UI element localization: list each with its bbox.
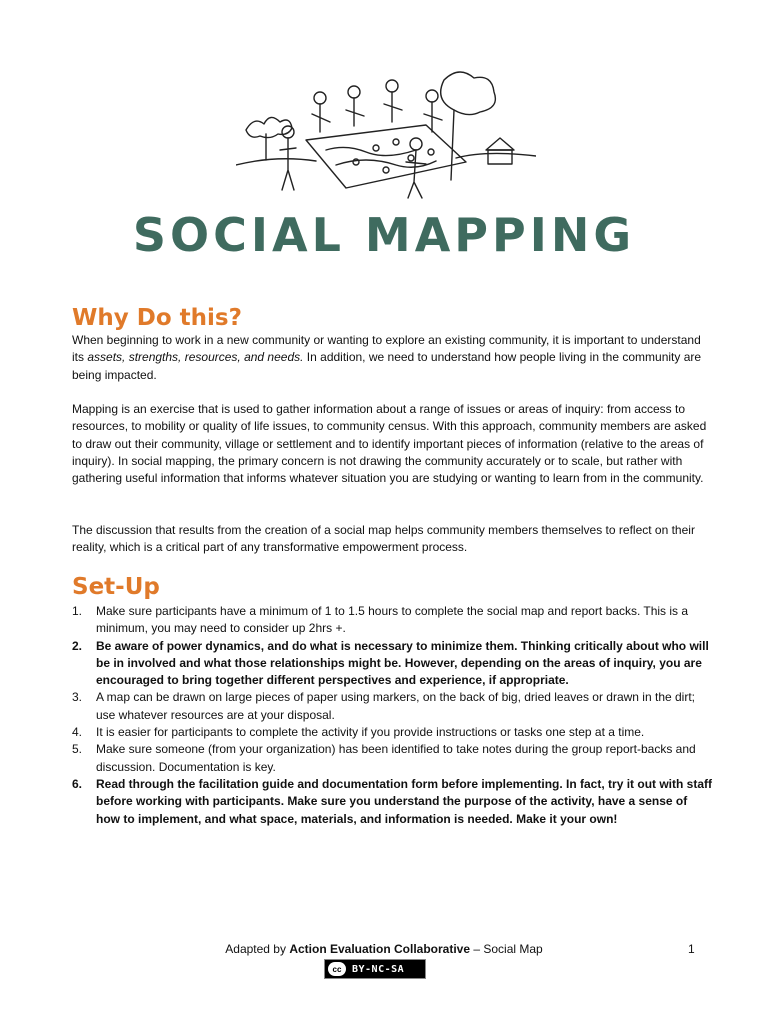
page-title: SOCIAL MAPPING: [132, 208, 636, 262]
community-mapping-illustration-icon: [236, 70, 536, 200]
list-item-text: Be aware of power dynamics, and do what is necessary to minimize them. Thinking critically about who will be in involved and what those relationships might be. However, depending on the areas of inquiry, you are encouraged to bring together different perspectives and experience, if appropriate.: [96, 638, 709, 688]
why-paragraph-1: [72, 332, 712, 384]
why-p1-text-a: When beginning to work in a new community or wanting to explore an existing community, it is important to understand its: [72, 333, 701, 365]
setup-list: [72, 603, 712, 828]
list-item: [72, 603, 712, 638]
list-item: [72, 638, 712, 690]
why-paragraph-3: The discussion that results from the creation of a social map helps community members themselves to reflect on their reality, which is a critical part of any transformative empowerment process.: [72, 523, 695, 555]
list-item-number: 3.: [72, 690, 83, 705]
list-item: [72, 741, 712, 776]
why-p1-text-c: In addition, we need to understand how people living in the community are being impacted.: [72, 350, 702, 382]
why-p1-emphasis: assets, strengths, resources, and needs.: [87, 350, 304, 365]
cc-license-badge: [324, 959, 426, 979]
footer-suffix: – Social Map: [470, 942, 543, 956]
page-number: 1: [688, 942, 695, 956]
list-item-number: 4.: [72, 725, 83, 740]
list-item-number: 6.: [72, 776, 83, 791]
list-item: [72, 689, 712, 724]
list-item-text: Make sure participants have a minimum of 1 to 1.5 hours to complete the social map and report backs. This is a minimum, you may need to consider up 2hrs +.: [96, 604, 689, 636]
cc-icon: cc: [328, 962, 346, 976]
list-item-text: Read through the facilitation guide and documentation form before implementing. In fact, try it out with staff before working with participants. Make sure you understand the purpose of the activity, have a sense of how to implement, and what space, materials, and information is needed. Make it your own!: [96, 776, 713, 826]
list-item: [72, 776, 712, 828]
list-item-text: It is easier for participants to complete the activity if you provide instructions or tasks one step at a time.: [96, 725, 645, 740]
why-paragraph-2: Mapping is an exercise that is used to gather information about a range of issues or areas of inquiry: from access to resources, to mobility or quality of life issues, to community census. With this approach, community members are asked to draw out their community, village or settlement and to identify important pieces of information (relative to the areas of inquiry). In social mapping, the primary concern is not drawing the community accurately or to scale, but rather with gathering useful information that informs whatever situation you are studying or wanting to learn from in the community.: [72, 402, 707, 486]
license-label: BY-NC-SA: [352, 963, 405, 975]
setup-heading: Set-Up: [72, 574, 160, 600]
list-item: [72, 724, 712, 741]
footer-attribution: [0, 942, 768, 956]
footer-org: Action Evaluation Collaborative: [289, 942, 471, 956]
list-item-text: Make sure someone (from your organization) has been identified to take notes during the group report-backs and discussion. Documentation is key.: [96, 742, 696, 774]
list-item-number: 5.: [72, 742, 83, 757]
list-item-number: 2.: [72, 638, 83, 653]
why-heading: Why Do this?: [72, 305, 242, 331]
list-item-number: 1.: [72, 604, 83, 618]
footer-prefix: Adapted by: [225, 942, 290, 956]
list-item-text: A map can be drawn on large pieces of paper using markers, on the back of big, dried leaves or drawn in the dirt; use whatever resources are at your disposal.: [96, 690, 696, 722]
